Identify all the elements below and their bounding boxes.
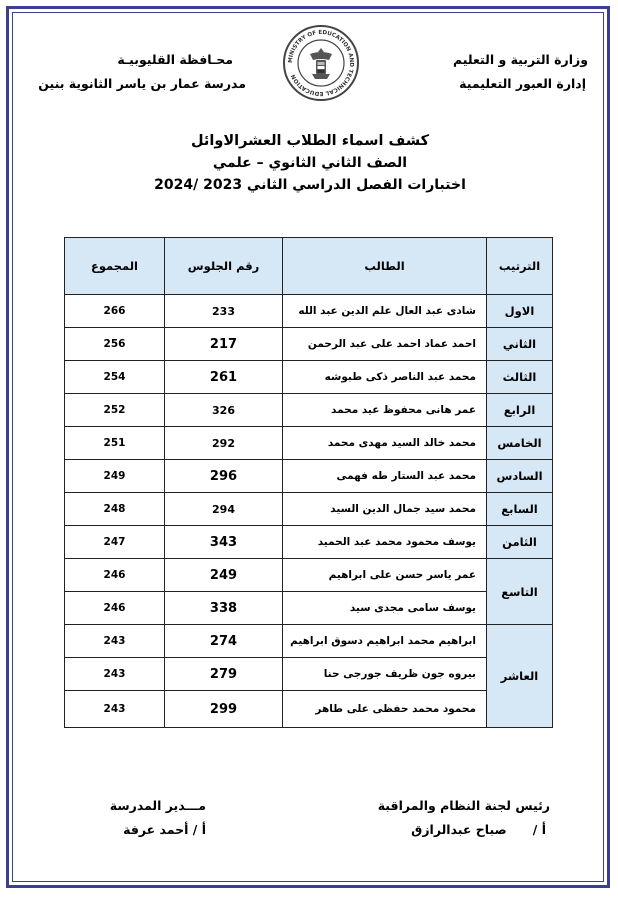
seat-number-cell: 261 (165, 361, 283, 394)
student-name-cell: بيروه جون ظريف جورجى حنا (283, 658, 487, 691)
school-name: مدرسة عمار بن ياسر الثانوية بنين (38, 76, 246, 91)
table-row (65, 592, 553, 625)
header-seat-number: رقم الجلوس (165, 238, 283, 295)
ministry-name: وزارة التربية و التعليم (452, 52, 588, 67)
rank-cell: السادس (487, 460, 553, 493)
rank-cell: الرابع (487, 394, 553, 427)
student-name-cell: ابراهيم محمد ابراهيم دسوق ابراهيم (283, 625, 487, 658)
seat-number-cell: 343 (165, 526, 283, 559)
title-exam-term: اختبارات الفصل الدراسي الثاني 2023 /2024 (154, 177, 466, 193)
seat-number-cell: 294 (165, 493, 283, 526)
total-cell: 243 (65, 658, 165, 691)
seat-number-cell: 326 (165, 394, 283, 427)
total-cell: 252 (65, 394, 165, 427)
rank-cell: التاسع (487, 559, 553, 625)
total-cell: 256 (65, 328, 165, 361)
total-cell: 243 (65, 625, 165, 658)
total-cell: 249 (65, 460, 165, 493)
total-cell: 243 (65, 691, 165, 728)
seat-number-cell: 299 (165, 691, 283, 728)
document-titles (60, 130, 560, 196)
table-row (65, 625, 553, 658)
table-row (65, 526, 553, 559)
student-name-cell: محمد خالد السيد مهدى محمد (283, 427, 487, 460)
header-total: المجموع (65, 238, 165, 295)
seat-number-cell: 274 (165, 625, 283, 658)
rank-cell: الثالث (487, 361, 553, 394)
administration-name: إدارة العبور التعليمية (459, 76, 586, 91)
school-director-title: مـــدير المدرسة (109, 798, 206, 813)
table-row (65, 460, 553, 493)
student-name-cell: احمد عماد احمد على عبد الرحمن (283, 328, 487, 361)
top-students-table (64, 237, 553, 728)
seat-number-cell: 292 (165, 427, 283, 460)
total-cell: 254 (65, 361, 165, 394)
student-name-cell: محمد سيد جمال الدين السيد (283, 493, 487, 526)
title-grade: الصف الثاني الثانوي – علمي (212, 155, 408, 171)
ministry-seal-logo (282, 24, 360, 102)
header-student: الطالب (283, 238, 487, 295)
seat-number-cell: 217 (165, 328, 283, 361)
rank-cell: السابع (487, 493, 553, 526)
table-row (65, 394, 553, 427)
student-name-cell: عمر ياسر حسن على ابراهيم (283, 559, 487, 592)
table-row (65, 493, 553, 526)
seat-number-cell: 249 (165, 559, 283, 592)
student-name-cell: محمود محمد حفظى على طاهر (283, 691, 487, 728)
header-rank: الترتيب (487, 238, 553, 295)
seal-text: MINISTRY OF EDUCATION AND TECHNICAL EDUCATION (287, 29, 355, 97)
table-row (65, 658, 553, 691)
seat-number-cell: 233 (165, 295, 283, 328)
total-cell: 246 (65, 559, 165, 592)
table-header-row (65, 238, 553, 295)
school-director-name: أ / أحمد عرفة (123, 822, 206, 837)
student-name-cell: يوسف محمود محمد عبد الحميد (283, 526, 487, 559)
student-name-cell: محمد عبد الستار طه فهمى (283, 460, 487, 493)
seat-number-cell: 296 (165, 460, 283, 493)
title-list-name: كشف اسماء الطلاب العشرالاوائل (190, 133, 430, 149)
table-row (65, 691, 553, 728)
total-cell: 251 (65, 427, 165, 460)
total-cell: 247 (65, 526, 165, 559)
rank-cell: الثاني (487, 328, 553, 361)
rank-cell: العاشر (487, 625, 553, 728)
table-row (65, 295, 553, 328)
rank-cell: الثامن (487, 526, 553, 559)
committee-head-title: رئيس لجنة النظام والمراقبة (377, 798, 550, 813)
table-row (65, 361, 553, 394)
student-name-cell: محمد عبد الناصر ذكى طبوشه (283, 361, 487, 394)
student-name-cell: عمر هانى محفوظ عيد محمد (283, 394, 487, 427)
total-cell: 246 (65, 592, 165, 625)
table-row (65, 559, 553, 592)
table-row (65, 427, 553, 460)
rank-cell: الخامس (487, 427, 553, 460)
rank-cell: الاول (487, 295, 553, 328)
seat-number-cell: 279 (165, 658, 283, 691)
total-cell: 266 (65, 295, 165, 328)
student-name-cell: يوسف سامى مجدى سيد (283, 592, 487, 625)
total-cell: 248 (65, 493, 165, 526)
student-name-cell: شادى عبد العال علم الدين عبد الله (283, 295, 487, 328)
committee-head-name: أ / صباح عبدالرازق (411, 822, 546, 837)
governorate-name: محـافظة القليوبيـة (117, 52, 233, 67)
seat-number-cell: 338 (165, 592, 283, 625)
table-row (65, 328, 553, 361)
